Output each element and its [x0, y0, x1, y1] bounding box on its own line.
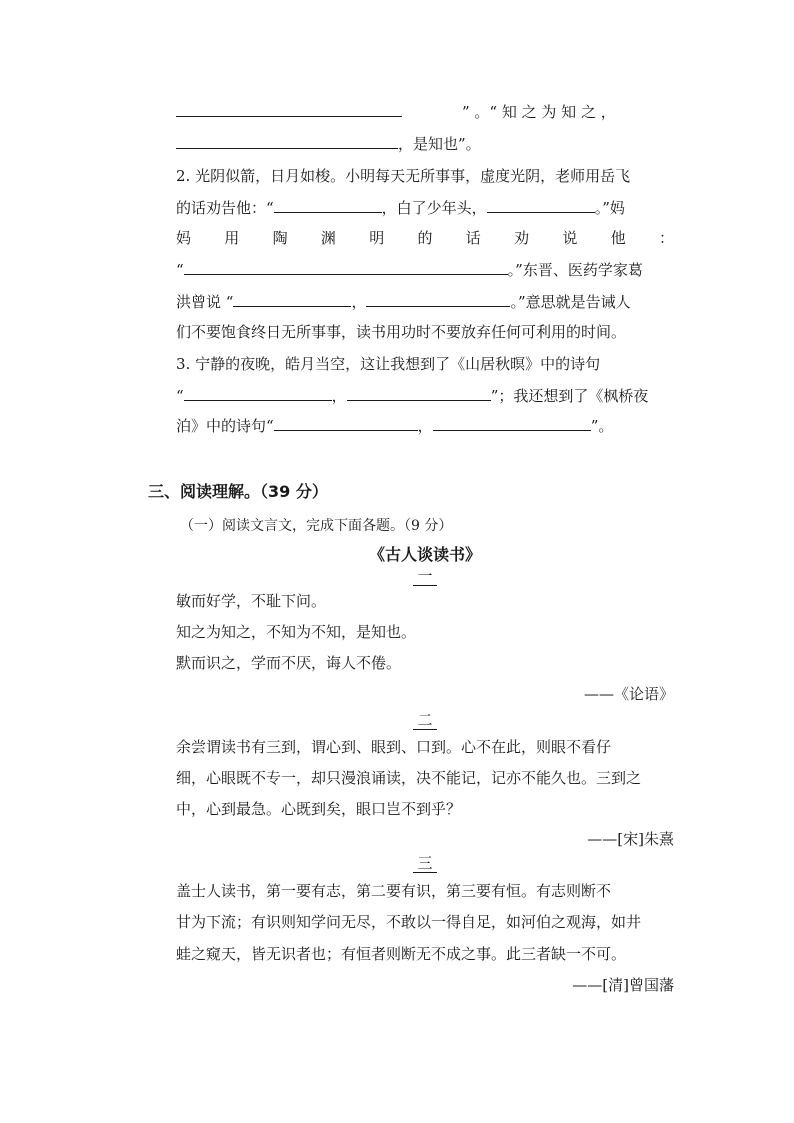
source-attribution: ——[清]曾国藩 [572, 976, 674, 994]
q2-line-1: 2. 光阴似箭，日月如梭。小明每天无所事事，虚度光阴，老师用岳飞 [176, 167, 631, 185]
blank-line-1 [176, 100, 674, 123]
subsection-heading: （一）阅读文言文，完成下面各题。（9 分） [180, 518, 453, 534]
blank-line-2 [176, 132, 674, 155]
text-line: 蛙之窥天，皆无识者也；有恒者则断无不成之事。此三者缺一不可。 [176, 945, 627, 963]
q2-line-2: 的话劝告他：“ ，白了少年头， 。”妈 [176, 196, 674, 219]
text-line: 盖士人读书，第一要有志，第二要有识，第三要有恒。有志则断不 [176, 882, 612, 900]
answer-blank[interactable] [433, 414, 591, 431]
text-line: 默而识之，学而不厌，诲人不倦。 [176, 654, 402, 672]
answer-blank[interactable] [176, 132, 398, 149]
part-number: 一 [176, 566, 674, 586]
q2-line-6: 们不要饱食终日无所事事，读书用功时不要放弃任何可利用的时间。 [176, 323, 627, 341]
q3-line-2: “ ， ”；我还想到了《枫桥夜 [176, 384, 674, 407]
part-number: 二 [176, 710, 674, 730]
answer-blank[interactable] [366, 290, 510, 307]
line-text: ，是知也”。 [398, 135, 481, 153]
text-line: 细，心眼既不专一，却只漫浪诵读，决不能记，记亦不能久也。三到之 [176, 769, 642, 787]
q2-line-3: 妈 用 陶 渊 明 的 话 劝 说 他 ： [176, 229, 674, 247]
q3-line-3: 泊》中的诗句“ ， ”。 [176, 414, 674, 437]
answer-blank[interactable] [274, 196, 382, 213]
article-title: 《古人谈读书》 [368, 545, 481, 564]
text-line: 余尝谓读书有三到，谓心到、眼到、口到。心不在此，则眼不看仔 [176, 738, 612, 756]
q2-line-5: 洪曾说 “ ， 。”意思就是告诫人 [176, 290, 674, 313]
q3-line-1: 3. 宁静的夜晚，皓月当空，这让我想到了《山居秋暝》中的诗句 [176, 355, 601, 373]
q2-line-4: “ 。”东晋、医药学家葛 [176, 258, 674, 281]
line-text: ” 。“ 知 之 为 知 之 ， [462, 103, 616, 121]
answer-blank[interactable] [233, 290, 351, 307]
source-attribution: ——《论语》 [583, 685, 674, 703]
answer-blank[interactable] [487, 196, 595, 213]
text-line: 敏而好学，不耻下问。 [176, 592, 327, 610]
answer-blank[interactable] [184, 384, 332, 401]
part-number: 三 [176, 853, 674, 873]
answer-blank[interactable] [347, 384, 491, 401]
answer-blank[interactable] [176, 100, 402, 117]
answer-blank[interactable] [274, 414, 418, 431]
text-line: 中，心到最急。心既到矣，眼口岂不到乎？ [176, 800, 462, 818]
source-attribution: ——[宋]朱熹 [587, 830, 674, 848]
text-line: 知之为知之，不知为不知，是知也。 [176, 623, 417, 641]
section-heading: 三、阅读理解。（39 分） [148, 482, 328, 501]
answer-blank[interactable] [184, 258, 508, 275]
text-line: 甘为下流；有识则知学问无尽，不敢以一得自足，如河伯之观海，如井 [176, 913, 642, 931]
